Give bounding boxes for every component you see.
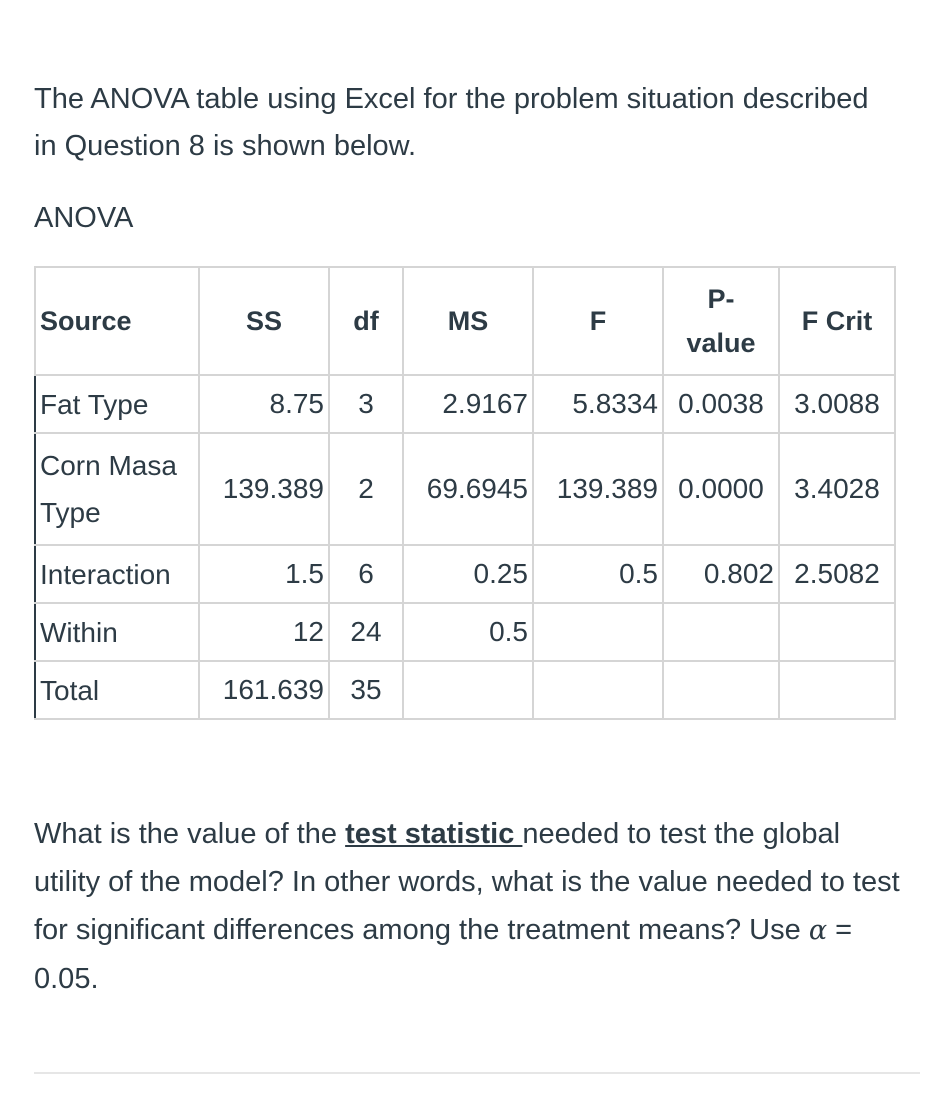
cell-f: 0.5 — [533, 545, 663, 603]
cell-f: 139.389 — [533, 433, 663, 545]
cell-f — [533, 661, 663, 719]
header-ms: MS — [403, 267, 533, 375]
cell-f-crit: 2.5082 — [779, 545, 895, 603]
cell-source: Interaction — [35, 545, 199, 603]
cell-ms: 0.5 — [403, 603, 533, 661]
header-df: df — [329, 267, 403, 375]
cell-p-value — [663, 603, 779, 661]
cell-ss: 139.389 — [199, 433, 329, 545]
cell-p-value: 0.0038 — [663, 375, 779, 433]
cell-ms — [403, 661, 533, 719]
header-ss: SS — [199, 267, 329, 375]
question-text — [34, 810, 914, 1003]
test-statistic-term: test statistic — [345, 818, 523, 850]
cell-df: 6 — [329, 545, 403, 603]
cell-ss: 161.639 — [199, 661, 329, 719]
cell-f — [533, 603, 663, 661]
cell-f-crit — [779, 661, 895, 719]
cell-df: 35 — [329, 661, 403, 719]
cell-source: Within — [35, 603, 199, 661]
cell-ss: 1.5 — [199, 545, 329, 603]
cell-ms: 0.25 — [403, 545, 533, 603]
cell-f-crit: 3.4028 — [779, 433, 895, 545]
cell-ms: 2.9167 — [403, 375, 533, 433]
cell-source: Corn Masa Type — [35, 433, 199, 545]
table-title: ANOVA — [34, 202, 134, 234]
cell-ss: 8.75 — [199, 375, 329, 433]
header-f-crit: F Crit — [779, 267, 895, 375]
table-row — [35, 375, 895, 433]
table-row — [35, 661, 895, 719]
question-part1: What is the value of the — [34, 818, 346, 850]
cell-df: 3 — [329, 375, 403, 433]
table-row — [35, 433, 895, 545]
table-row — [35, 603, 895, 661]
table-header-row — [35, 267, 895, 375]
cell-df: 24 — [329, 603, 403, 661]
header-f: F — [533, 267, 663, 375]
table-row — [35, 545, 895, 603]
alpha-symbol: α — [808, 915, 828, 946]
cell-f: 5.8334 — [533, 375, 663, 433]
cell-p-value: 0.0000 — [663, 433, 779, 545]
anova-table — [34, 266, 896, 720]
cell-f-crit — [779, 603, 895, 661]
header-source: Source — [35, 267, 199, 375]
cell-p-value — [663, 661, 779, 719]
cell-f-crit: 3.0088 — [779, 375, 895, 433]
cell-ms: 69.6945 — [403, 433, 533, 545]
question-part2: needed to test the global utility of the model? In other words, what is the value needed to test for significant differences among the treatment means? Use — [34, 818, 900, 946]
intro-text: The ANOVA table using Excel for the problem situation described in Question 8 is shown below. — [34, 83, 869, 162]
cell-ss: 12 — [199, 603, 329, 661]
cell-df: 2 — [329, 433, 403, 545]
cell-source: Fat Type — [35, 375, 199, 433]
header-p-value: P-value — [663, 267, 779, 375]
cell-source: Total — [35, 661, 199, 719]
cell-p-value: 0.802 — [663, 545, 779, 603]
question-part3: = 0.05. — [34, 914, 853, 995]
divider — [34, 1072, 920, 1074]
